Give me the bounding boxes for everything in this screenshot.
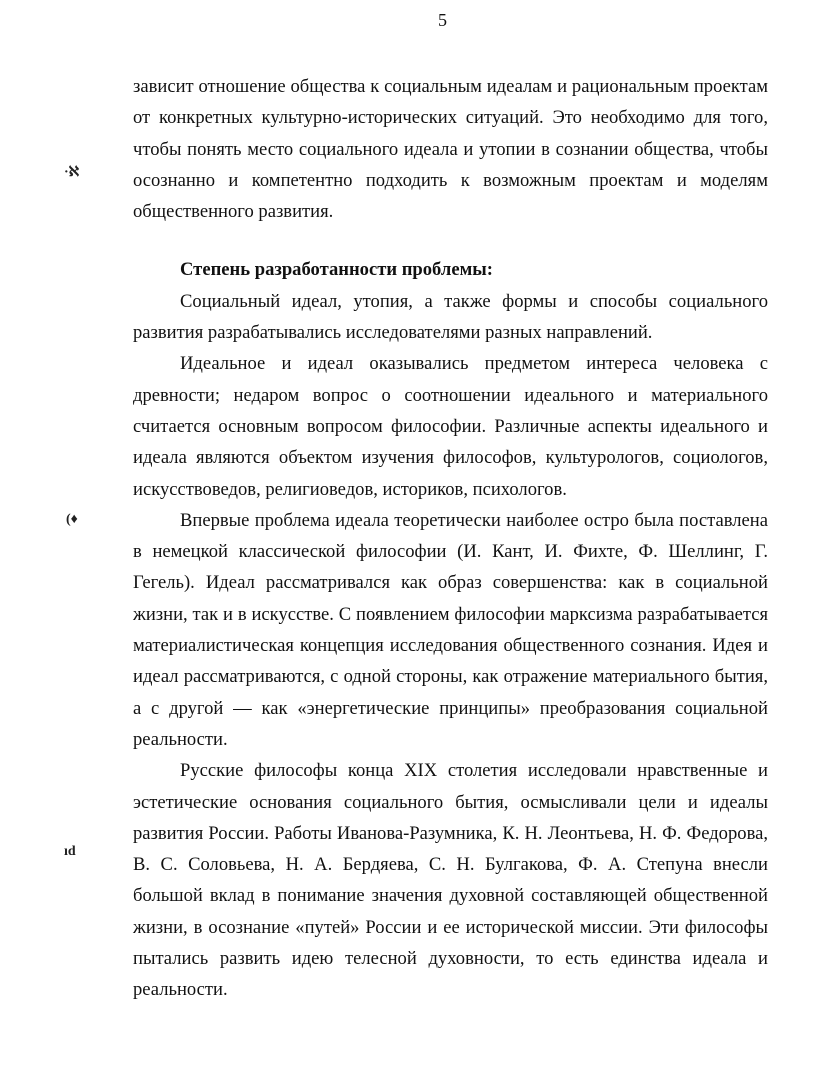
text-line: Впервые проблема идеала теоретически наиболее остро была поставлена	[180, 509, 768, 531]
text-line: древности; недаром вопрос о соотношении идеального и материального	[133, 384, 768, 406]
scan-artifact-icon: ıd	[64, 844, 76, 859]
text-line: осознанно и компетентно подходить к возможным проектам и моделям	[133, 169, 768, 191]
section-heading: Степень разработанности проблемы:	[180, 259, 493, 281]
text-line: развития России. Работы Иванова-Разумника, К. Н. Леонтьева, Н. Ф. Федорова,	[133, 822, 768, 844]
paragraph	[133, 348, 768, 504]
text-line: общественного развития.	[133, 201, 334, 223]
text-line: в немецкой классической философии (И. Кант, И. Фихте, Ф. Шеллинг, Г.	[133, 541, 768, 563]
text-line: В. С. Соловьева, Н. А. Бердяева, С. Н. Булгакова, Ф. А. Степуна внесли	[133, 854, 768, 876]
text-line: большой вклад в понимание значения духовной составляющей общественной	[133, 885, 768, 907]
text-line: чтобы понять место социального идеала и утопии в сознании общества, чтобы	[133, 138, 768, 160]
scan-artifact-icon: (♦	[66, 512, 78, 527]
text-line: искусствоведов, религиоведов, историков, психологов.	[133, 478, 567, 500]
text-line: развития разрабатывались исследователями разных направлений.	[133, 322, 653, 344]
text-line: Социальный идеал, утопия, а также формы и способы социального	[180, 290, 768, 312]
text-line: от конкретных культурно-исторических ситуаций. Это необходимо для того,	[133, 107, 768, 129]
text-line: а с другой — как «энергетические принципы» преобразования социальной	[133, 697, 768, 719]
text-line: считается основным вопросом философии. Различные аспекты идеального и	[133, 415, 768, 437]
text-line: реальности.	[133, 728, 228, 750]
text-line: эстетические основания социального бытия, осмысливали цели и идеалы	[133, 791, 768, 813]
paragraph	[133, 755, 768, 1005]
text-line: жизни, в осознание «путей» России и ее исторической миссии. Эти философы	[133, 916, 768, 938]
paragraph	[133, 505, 768, 755]
text-line: идеал рассматриваются, с одной стороны, как отражение материального бытия,	[133, 666, 768, 688]
page-number: 5	[438, 10, 447, 30]
text-line: идеала являются объектом изучения философов, культурологов, социологов,	[133, 447, 768, 469]
paragraph	[133, 286, 768, 349]
text-line: Идеальное и идеал оказывались предметом интереса человека с	[180, 353, 768, 375]
text-line: материалистическая концепция исследования общественного сознания. Идея и	[133, 635, 768, 657]
text-line: Русские философы конца XIX столетия исследовали нравственные и	[180, 760, 768, 782]
document-body	[133, 71, 768, 1006]
paragraph	[133, 71, 768, 227]
text-line: Гегель). Идеал рассматривался как образ совершенства: как в социальной	[133, 572, 768, 594]
text-line: зависит отношение общества к социальным идеалам и рациональным проектам	[133, 76, 768, 97]
text-line: жизни, так и в искусстве. С появлением философии марксизма разрабатывается	[133, 603, 768, 625]
scan-artifact-icon: ·ℵ	[64, 165, 80, 180]
text-line: реальности.	[133, 979, 228, 1001]
text-line: пытались развить идею телесной духовности, то есть единства идеала и	[133, 948, 768, 970]
